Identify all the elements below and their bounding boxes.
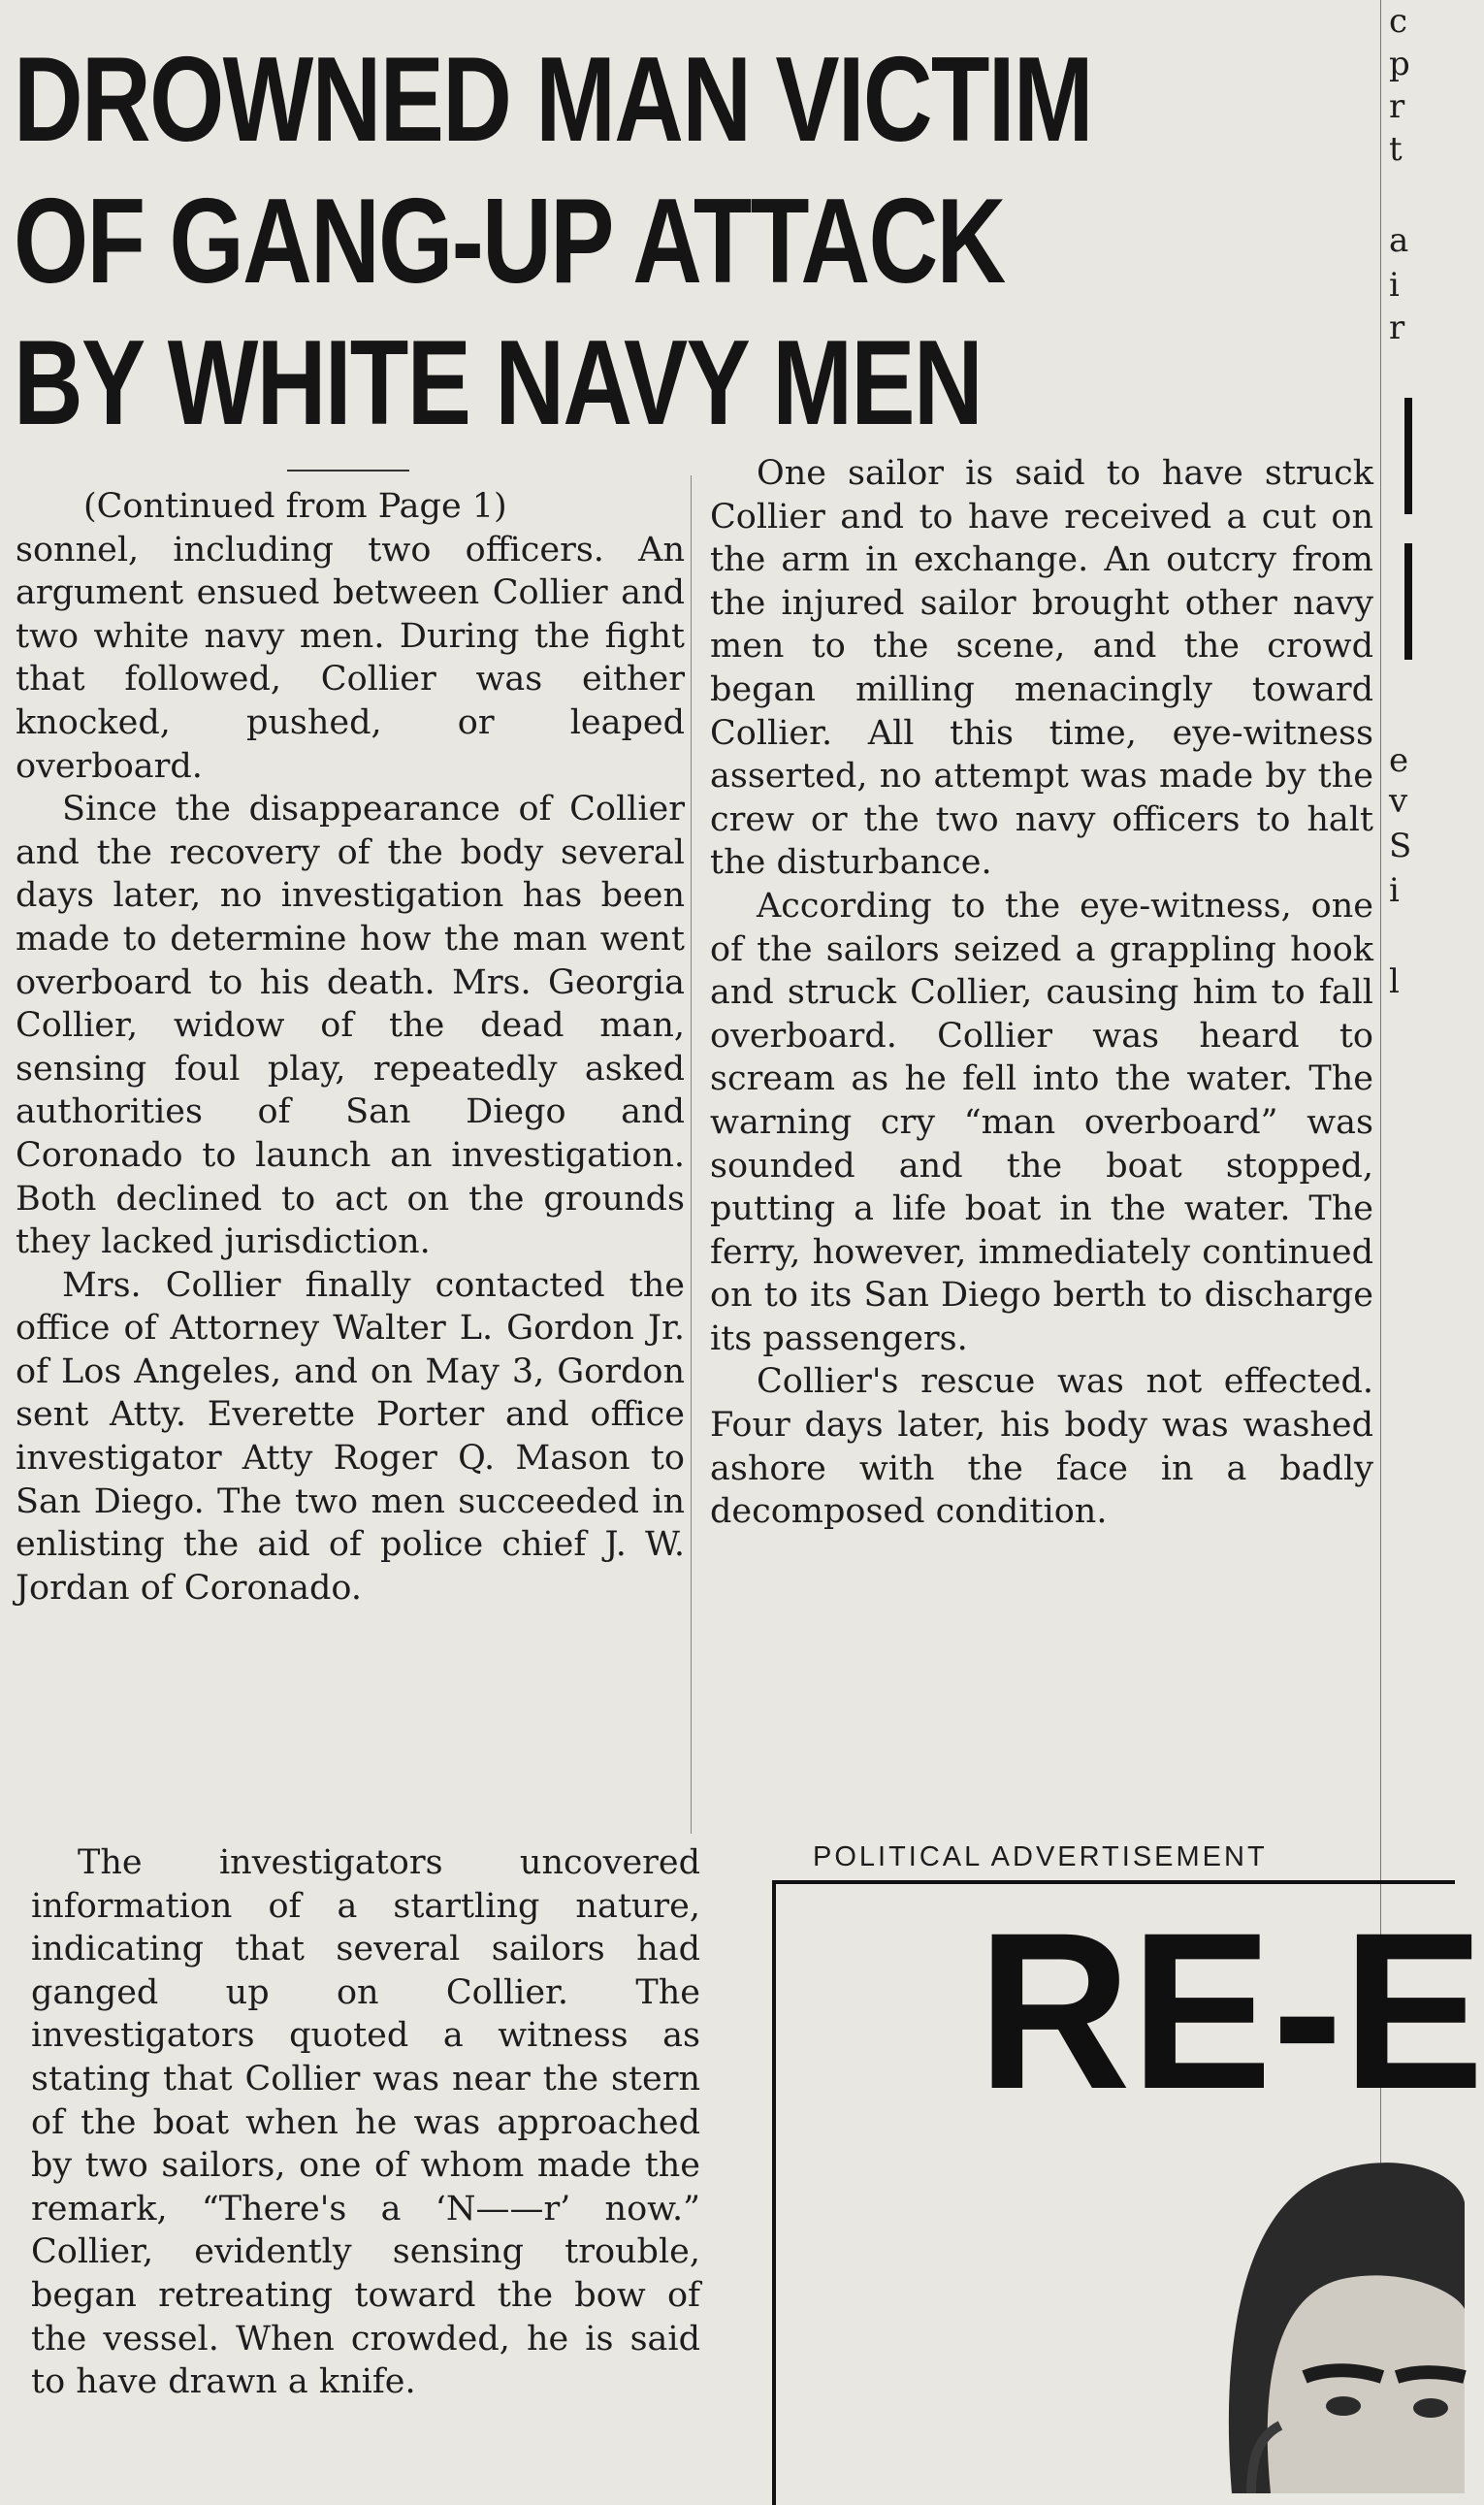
- fragment-letter: a: [1389, 221, 1409, 260]
- headline: [14, 29, 1092, 454]
- fragment-letter: p: [1389, 45, 1410, 83]
- fragment-letter: i: [1389, 871, 1400, 910]
- article-paragraph: Mrs. Collier finally contacted the office of Attorney Walter L. Gordon Jr. of Los Angeles, and on May 3, Gordon sent Atty. Everette Porter and office investigator Atty Roger Q. Mason to San Diego. The two men succeeded in enlisting the aid of police chief J. W. Jordan of Coronado.: [16, 1265, 685, 1608]
- headline-line-1: DROWNED MAN VICTIM: [14, 33, 1092, 167]
- fragment-letter: c: [1389, 2, 1408, 41]
- adjacent-headline-fragment: [1404, 398, 1412, 514]
- article-paragraph: sonnel, including two officers. An argument ensued between Collier and two white navy men. During the fight that followed, Collier was either knocked, pushed, or leaped overboard.: [16, 530, 685, 786]
- article-paragraph: Since the disappearance of Collier and the recovery of the body several days later, no investigation has been made to determine how the man went overboard to his death. Mrs. Georgia Collier, widow of the dead man, sensing foul play, repeatedly asked authorities of San Diego and Coronado to launch an investigation. Both declined to act on the grounds they lacked jurisdiction.: [16, 790, 685, 1262]
- candidate-portrait: [1212, 2086, 1465, 2493]
- article-paragraph: According to the eye-witness, one of the sailors seized a grappling hook and struck Collier, causing him to fall overboard. Collier was heard to scream as he fell into the water. The warning cry “man overboard” was sounded and the boat stopped, putting a life boat in the water. The ferry, however, immediately continued on to its San Diego berth to discharge its passengers.: [710, 886, 1373, 1358]
- fragment-letter: e: [1389, 741, 1409, 780]
- column-divider: [691, 475, 692, 1834]
- ad-headline: RE-E: [978, 1886, 1484, 2135]
- headline-divider: [287, 470, 409, 472]
- fragment-letter: l: [1389, 962, 1400, 1001]
- article-paragraph: Collier's rescue was not effected. Four days later, his body was washed ashore with the face in a badly decomposed condition.: [710, 1362, 1373, 1532]
- headline-line-3: BY WHITE NAVY MEN: [14, 316, 982, 450]
- fragment-letter: S: [1389, 827, 1412, 865]
- adjacent-headline-fragment: [1404, 543, 1412, 660]
- article-paragraph: The investigators uncovered information of a startling nature, indicating that several sailors had ganged up on Collier. The investigators quoted a witness as stating that Collier was near the stern of the boat when he was approached by two sailors, one of whom made the remark, “There's a ‘N——r’ now.” Collier, evidently sensing trouble, began retreating toward the bow of the vessel. When crowded, he is said to have drawn a knife.: [31, 1843, 700, 2402]
- article-column-left: [16, 485, 685, 1610]
- fragment-letter: t: [1389, 130, 1403, 169]
- article-column-right: [710, 452, 1373, 1534]
- fragment-letter: v: [1389, 782, 1408, 821]
- fragment-letter: i: [1389, 266, 1400, 305]
- ad-label: POLITICAL ADVERTISEMENT: [813, 1841, 1268, 1872]
- fragment-letter: r: [1389, 87, 1405, 126]
- headline-line-2: OF GANG-UP ATTACK: [14, 175, 1005, 309]
- continued-note: (Continued from Page 1): [83, 487, 507, 526]
- fragment-letter: r: [1389, 309, 1405, 347]
- adjacent-column-fragments: [1389, 0, 1418, 1009]
- article-column-left-lower: [31, 1841, 700, 2404]
- article-paragraph: One sailor is said to have struck Collier and to have received a cut on the arm in exchange. An outcry from the injured sailor brought other navy men to the scene, and the crowd began milling menacingly toward Collier. All this time, eye-witness asserted, no attempt was made by the crew or the two navy officers to halt the disturbance.: [710, 454, 1373, 883]
